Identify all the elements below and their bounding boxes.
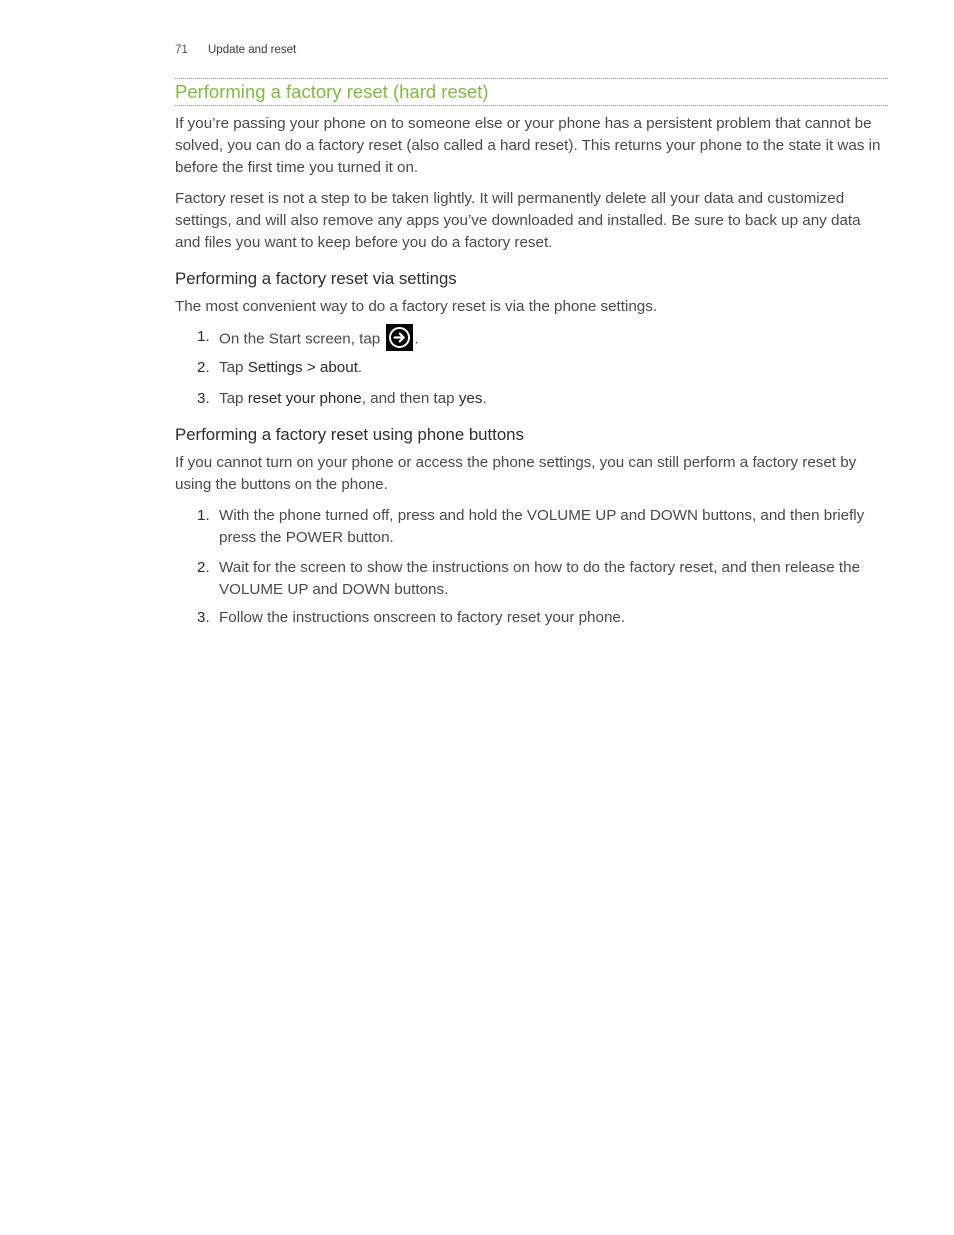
settings-step-2 [197,357,877,379]
step-text: With the phone turned off, press and hold the VOLUME UP and DOWN buttons, and then briefly press the POWER button. [219,507,865,546]
settings-method-heading: Performing a factory reset via settings [175,269,457,288]
step-number: 1. [197,507,210,524]
ui-term: yes [458,390,483,407]
chapter-title: Update and reset [208,44,297,56]
step-number: 1. [197,328,210,345]
buttons-method-intro: If you cannot turn on your phone or access the phone settings, you can still perform a factory reset by using the buttons on the phone. [175,454,857,493]
ui-term: reset your phone [247,390,362,407]
settings-step-3 [197,388,877,410]
arrow-right-circle-icon [386,324,413,351]
buttons-step-1 [197,505,877,549]
step-text: Follow the instructions onscreen to factory reset your phone. [219,609,626,626]
step-number: 3. [197,390,210,407]
settings-method-intro: The most convenient way to do a factory reset is via the phone settings. [175,298,658,315]
settings-step-1 [197,326,877,353]
step-text-part: Tap [219,359,248,376]
intro-paragraph-2: Factory reset is not a step to be taken lightly. It will permanently delete all your data and customized settings, and will also remove any apps you’ve downloaded and installed. Be sure to back up any data and files you want to keep before you do a factory reset. [175,190,861,251]
intro-paragraph-1: If you’re passing your phone on to someone else or your phone has a persistent problem that cannot be solved, you can do a factory reset (also called a hard reset). This returns your phone to the state it was in before the first time you turned it on. [175,115,881,176]
buttons-method-heading: Performing a factory reset using phone buttons [175,425,524,444]
ui-term: Settings > about [247,359,358,376]
step-number: 3. [197,609,210,626]
step-number: 2. [197,559,210,576]
step-text [219,388,877,410]
step-text [219,357,877,379]
page-number: 71 [175,44,188,56]
section-title: Performing a factory reset (hard reset) [175,81,489,102]
step-number: 2. [197,359,210,376]
step-text-part: On the Start screen, tap [219,330,385,348]
step-text-part: . [357,359,363,376]
section-title-bar [175,78,888,106]
running-header [175,44,296,56]
step-text-part: Tap [219,390,248,407]
buttons-step-3 [197,607,877,629]
step-text-part: . [482,390,487,407]
step-text: Wait for the screen to show the instructions on how to do the factory reset, and then release the VOLUME UP and DOWN buttons. [219,559,861,598]
buttons-step-2 [197,557,877,601]
step-text [219,326,877,353]
step-text-part: , and then tap [361,390,459,407]
step-text-part: . [414,330,419,348]
